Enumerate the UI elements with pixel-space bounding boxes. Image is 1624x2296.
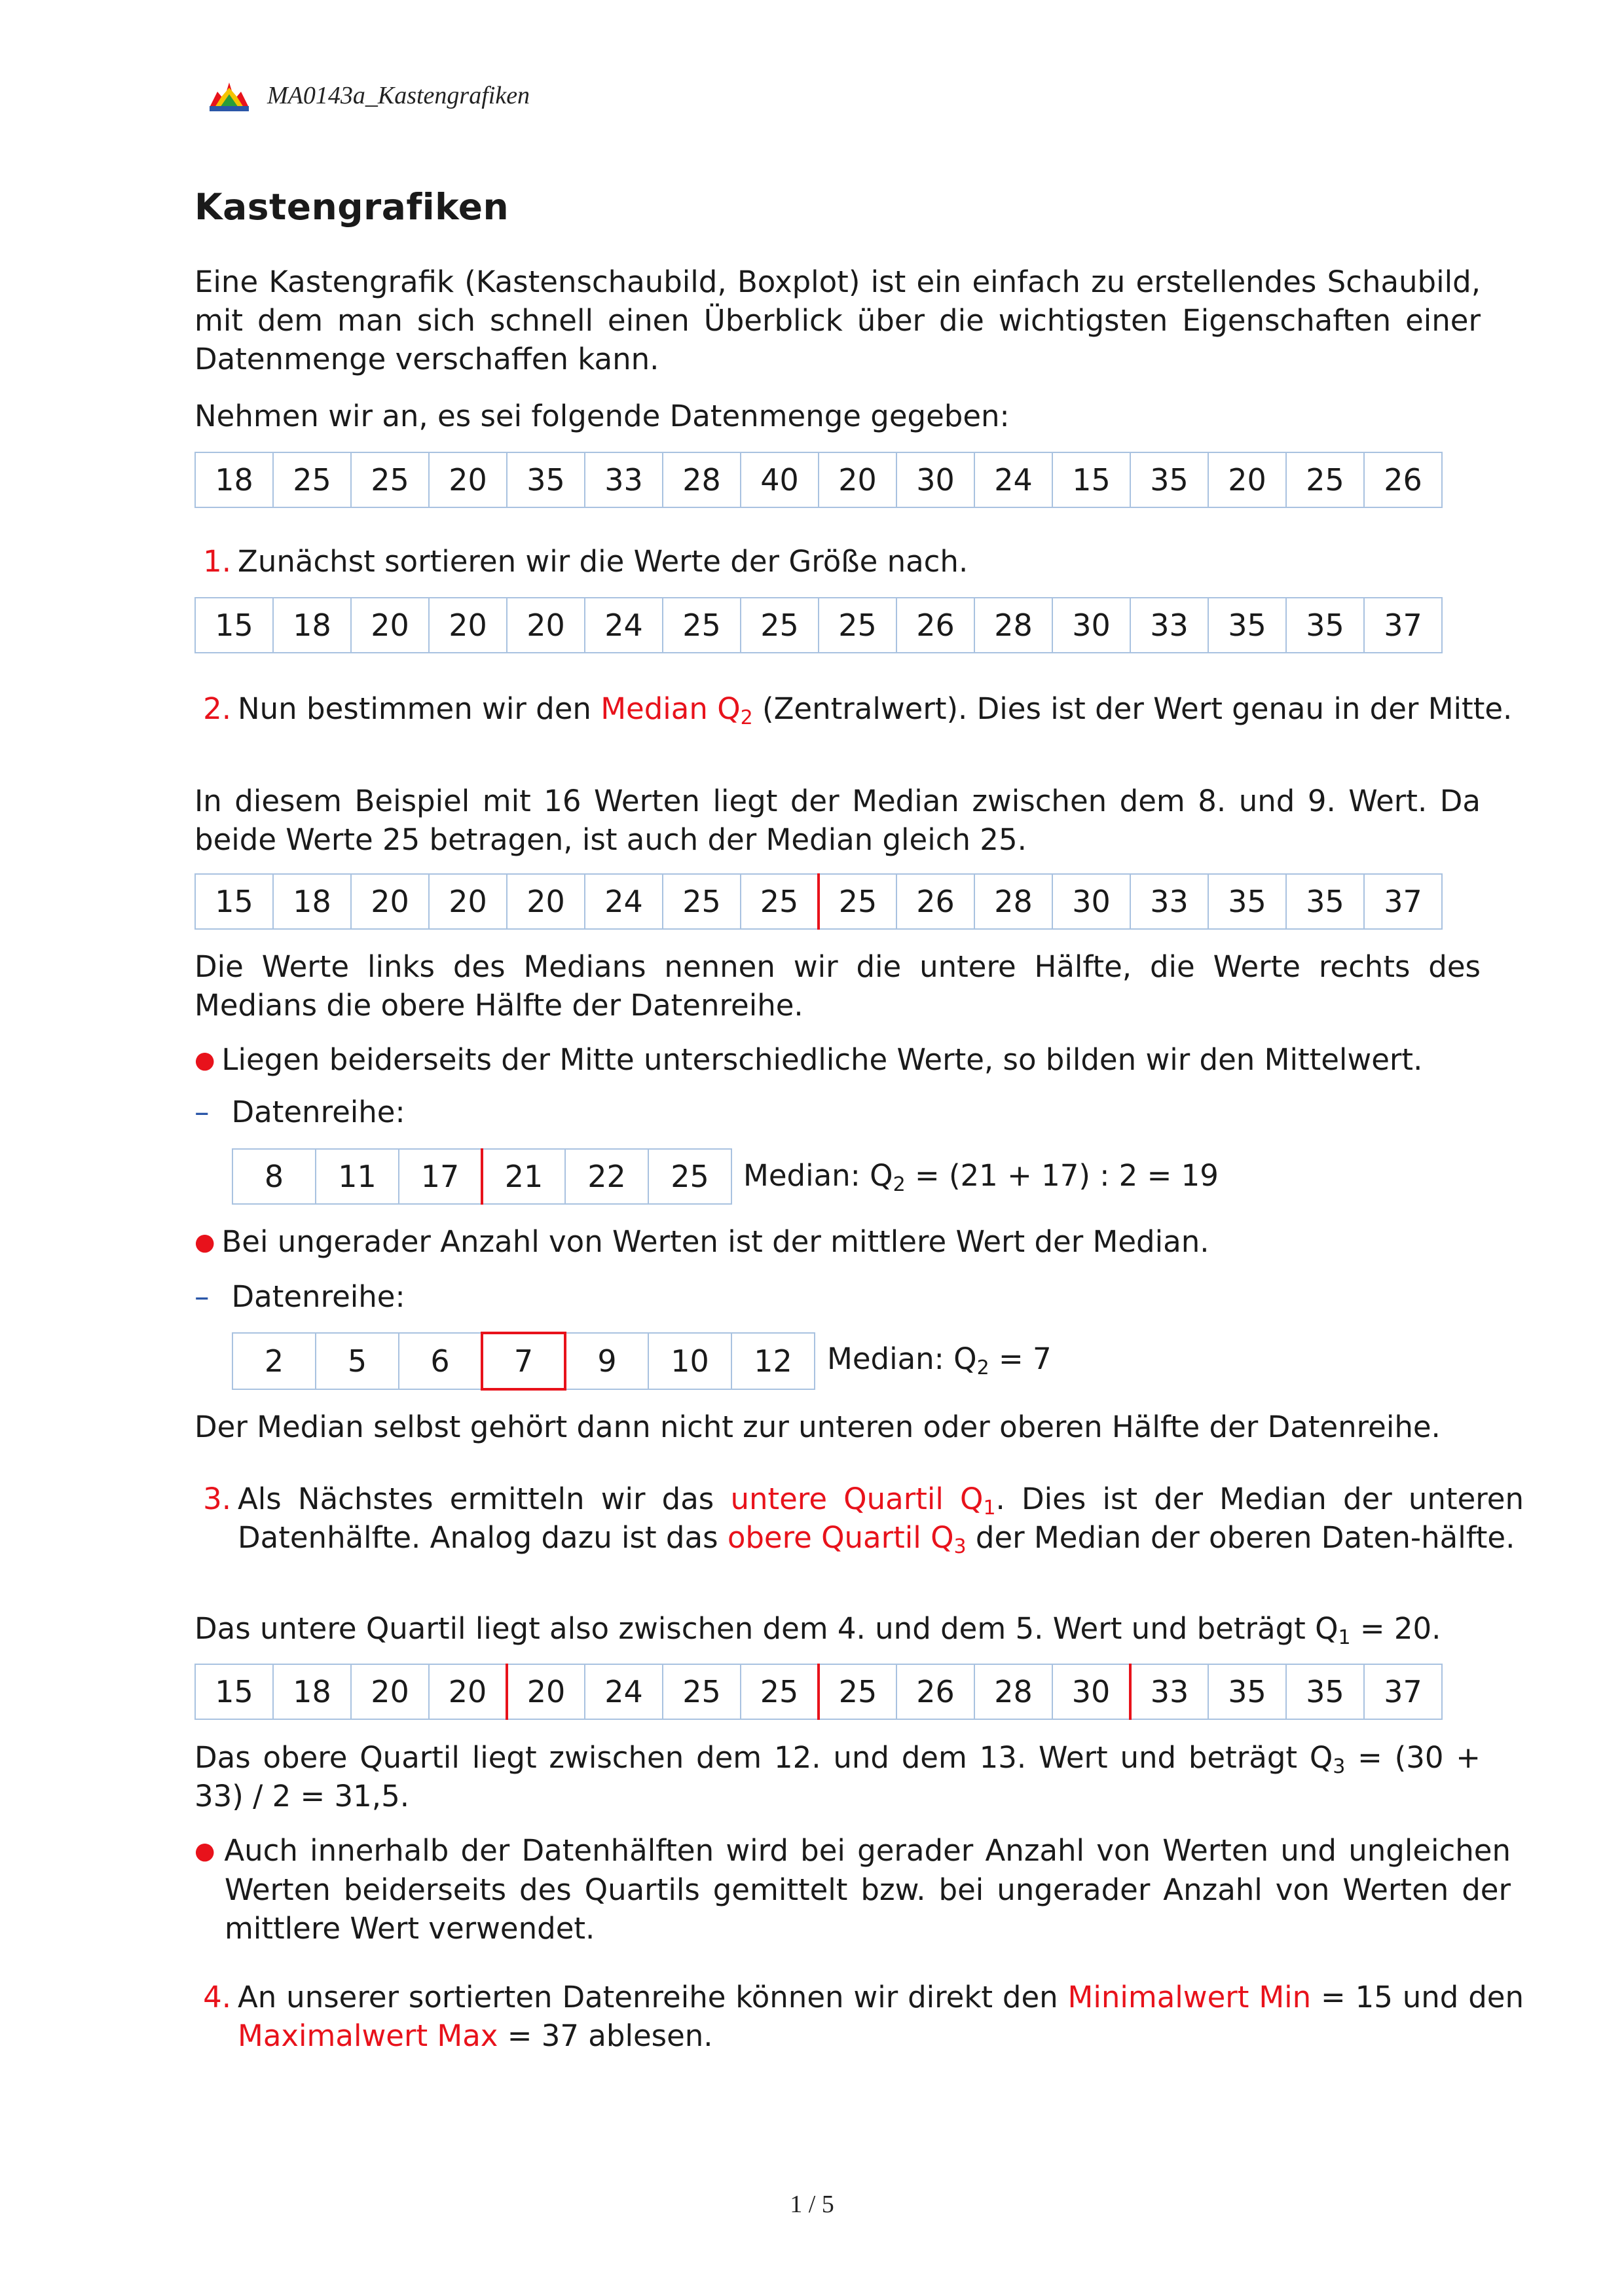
step-4	[194, 1978, 1524, 2055]
data-cell: 25	[663, 598, 741, 653]
data-cell: 26	[896, 598, 974, 653]
data-cell: 26	[896, 1664, 974, 1719]
step-number: 3.	[203, 1482, 231, 1516]
text: obere Quartil Q	[727, 1520, 954, 1555]
data-cell: 11	[316, 1149, 399, 1204]
halves-text: Die Werte links des Medians nennen wir die untere Hälfte, die Werte rechts des Medians die obere Hälfte der Datenreihe.	[194, 949, 1481, 1023]
q1-term	[730, 1482, 996, 1520]
subscript: 3	[1333, 1755, 1346, 1778]
text: (Zentralwert). Dies ist der Wert genau in der Mitte.	[752, 691, 1513, 726]
subscript: 2	[893, 1173, 906, 1196]
step-number: 4.	[203, 1980, 231, 2014]
data-cell: 28	[663, 452, 741, 507]
bullet-icon: ●	[194, 1229, 215, 1256]
sorted-data-table	[194, 597, 1443, 653]
q1-text	[194, 1609, 1481, 1648]
data-cell: 33	[585, 452, 663, 507]
data-cell: 24	[585, 598, 663, 653]
data-cell: 25	[819, 874, 896, 929]
data-cell: 24	[974, 452, 1052, 507]
data-cell: 5	[316, 1333, 399, 1389]
step-1	[194, 542, 1481, 581]
quartile-split-table	[194, 1664, 1443, 1720]
data-cell: 20	[351, 1664, 429, 1719]
data-cell: 20	[507, 598, 585, 653]
data-cell: 25	[351, 452, 429, 507]
label: Datenreihe:	[231, 1279, 405, 1314]
text: . Dies ist der Median der unteren Datenhälfte. Analog dazu ist das	[238, 1482, 1524, 1555]
data-cell: 18	[273, 598, 351, 653]
data-cell: 2	[232, 1333, 316, 1389]
data-cell: 37	[1364, 598, 1442, 653]
example-odd-median	[827, 1339, 1052, 1378]
data-cell: 20	[1208, 452, 1286, 507]
bullet-even	[194, 1040, 1511, 1080]
data-cell: 35	[1286, 1664, 1364, 1719]
max-term: Maximalwert Max	[238, 2018, 498, 2053]
data-cell: 28	[974, 1664, 1052, 1719]
page-number: 1 / 5	[790, 2191, 834, 2218]
median-term	[600, 691, 753, 729]
data-cell: 6	[399, 1333, 482, 1389]
text: Nun bestimmen wir den	[238, 691, 601, 726]
data-cell: 20	[819, 452, 896, 507]
data-cell: 35	[1286, 598, 1364, 653]
data-cell: 30	[1052, 598, 1130, 653]
data-cell: 18	[195, 452, 273, 507]
data-cell: 25	[1286, 452, 1364, 507]
text: Das untere Quartil liegt also zwischen dem 4. und dem 5. Wert und beträgt Q	[194, 1611, 1338, 1646]
data-cell: 30	[896, 452, 974, 507]
data-cell: 35	[1130, 452, 1208, 507]
given-text: Nehmen wir an, es sei folgende Datenmenge gegeben:	[194, 399, 1010, 433]
data-cell: 7	[482, 1333, 565, 1389]
data-cell: 24	[585, 1664, 663, 1719]
data-cell: 20	[429, 598, 507, 653]
step-2	[194, 689, 1524, 728]
text: = 15 und den	[1311, 1980, 1524, 2014]
data-cell: 25	[663, 874, 741, 929]
data-cell: 33	[1130, 874, 1208, 929]
text: Median: Q	[743, 1158, 893, 1193]
example-even-table	[232, 1148, 732, 1205]
subscript: 2	[740, 706, 753, 729]
data-cell: 17	[399, 1149, 482, 1204]
data-cell: 10	[648, 1333, 731, 1389]
page-header	[208, 75, 530, 117]
data-cell: 35	[507, 452, 585, 507]
bullet-halves	[194, 1831, 1511, 1948]
page-title: Kastengrafiken	[194, 186, 509, 228]
bullet-text: Liegen beiderseits der Mitte unterschiedliche Werte, so bilden wir den Mittelwert.	[221, 1042, 1423, 1077]
data-cell: 18	[273, 1664, 351, 1719]
data-cell: 30	[1052, 874, 1130, 929]
subscript: 3	[953, 1535, 967, 1558]
data-cell: 25	[741, 874, 819, 929]
data-cell: 25	[819, 598, 896, 653]
text: An unserer sortierten Datenreihe können wir direkt den	[238, 1980, 1068, 2014]
min-term: Minimalwert Min	[1067, 1980, 1312, 2014]
logo-icon	[208, 79, 250, 113]
data-cell: 15	[195, 1664, 273, 1719]
example-odd-table	[232, 1332, 815, 1391]
step-3	[194, 1480, 1524, 1557]
data-cell: 20	[351, 874, 429, 929]
bullet-odd	[194, 1222, 1511, 1262]
data-cell: 12	[731, 1333, 815, 1389]
data-cell: 20	[351, 598, 429, 653]
bullet-icon: ●	[194, 1838, 218, 1865]
data-cell: 33	[1130, 598, 1208, 653]
text: Median Q	[600, 691, 741, 726]
step-number: 1.	[203, 544, 231, 579]
odd-note: Der Median selbst gehört dann nicht zur unteren oder oberen Hälfte der Datenreihe.	[194, 1410, 1441, 1444]
text: = 7	[989, 1341, 1052, 1376]
data-cell: 20	[429, 452, 507, 507]
example-even-median	[743, 1156, 1219, 1195]
data-cell: 20	[429, 1664, 507, 1719]
text: Das obere Quartil liegt zwischen dem 12. und dem 13. Wert und beträgt Q	[194, 1740, 1333, 1775]
data-cell: 8	[232, 1149, 316, 1204]
data-cell: 26	[1364, 452, 1442, 507]
label: Datenreihe:	[231, 1095, 405, 1129]
data-cell: 22	[565, 1149, 648, 1204]
data-cell: 21	[482, 1149, 565, 1204]
subscript: 1	[983, 1497, 996, 1520]
data-cell: 40	[741, 452, 819, 507]
dash-icon: –	[194, 1279, 210, 1314]
subscript: 2	[976, 1357, 989, 1379]
median-explain: In diesem Beispiel mit 16 Werten liegt der Median zwischen dem 8. und 9. Wert. Da beide Werte 25 betragen, ist auch der Median gleich 25.	[194, 784, 1481, 857]
data-cell: 28	[974, 874, 1052, 929]
data-cell: 25	[741, 598, 819, 653]
data-cell: 25	[663, 1664, 741, 1719]
data-cell: 15	[195, 874, 273, 929]
raw-data-table	[194, 452, 1443, 508]
datenreihe-2	[194, 1277, 1481, 1316]
data-cell: 28	[974, 598, 1052, 653]
text: der Median der oberen Daten-hälfte.	[966, 1520, 1515, 1555]
median-split-table	[194, 873, 1443, 930]
data-cell: 9	[565, 1333, 648, 1389]
data-cell: 15	[1052, 452, 1130, 507]
bullet-text: Bei ungerader Anzahl von Werten ist der mittlere Wert der Median.	[221, 1224, 1209, 1259]
data-cell: 35	[1208, 1664, 1286, 1719]
doc-id: MA0143a_Kastengrafiken	[267, 82, 530, 109]
data-cell: 20	[429, 874, 507, 929]
data-cell: 30	[1052, 1664, 1130, 1719]
text: = (21 + 17) : 2 = 19	[905, 1158, 1219, 1193]
text: untere Quartil Q	[730, 1482, 984, 1516]
data-cell: 20	[507, 874, 585, 929]
data-cell: 25	[648, 1149, 731, 1204]
text: = 37 ablesen.	[498, 2018, 713, 2053]
data-cell: 33	[1130, 1664, 1208, 1719]
data-cell: 25	[819, 1664, 896, 1719]
data-cell: 35	[1208, 874, 1286, 929]
data-cell: 20	[507, 1664, 585, 1719]
text: Median: Q	[827, 1341, 977, 1376]
data-cell: 26	[896, 874, 974, 929]
q3-term	[727, 1520, 967, 1558]
bullet-text: Auch innerhalb der Datenhälften wird bei gerader Anzahl von Werten und ungleichen Werten beiderseits des Quartils gemittelt bzw. bei ungerader Anzahl von Werten der mittlere Wert verwendet.	[224, 1833, 1511, 1946]
data-cell: 15	[195, 598, 273, 653]
data-cell: 35	[1208, 598, 1286, 653]
subscript: 1	[1338, 1626, 1351, 1649]
dash-icon: –	[194, 1095, 210, 1129]
step-number: 2.	[203, 691, 231, 726]
datenreihe-1	[194, 1093, 1481, 1131]
data-cell: 25	[741, 1664, 819, 1719]
step-text: Zunächst sortieren wir die Werte der Größe nach.	[238, 544, 969, 579]
intro-paragraph: Eine Kastengrafik (Kastenschaubild, Boxplot) ist ein einfach zu erstellendes Schaubild, mit dem man sich schnell einen Überblick über die wichtigsten Eigenschaften einer Datenmenge verschaffen kann.	[194, 264, 1481, 376]
text: = (30 + 33) / 2 = 31,5.	[194, 1740, 1481, 1813]
text: = 20.	[1350, 1611, 1441, 1646]
data-cell: 24	[585, 874, 663, 929]
data-cell: 18	[273, 874, 351, 929]
q3-text	[194, 1738, 1481, 1815]
data-cell: 37	[1364, 1664, 1442, 1719]
data-cell: 25	[273, 452, 351, 507]
data-cell: 35	[1286, 874, 1364, 929]
bullet-icon: ●	[194, 1047, 215, 1074]
data-cell: 37	[1364, 874, 1442, 929]
text: Als Nächstes ermitteln wir das	[238, 1482, 731, 1516]
